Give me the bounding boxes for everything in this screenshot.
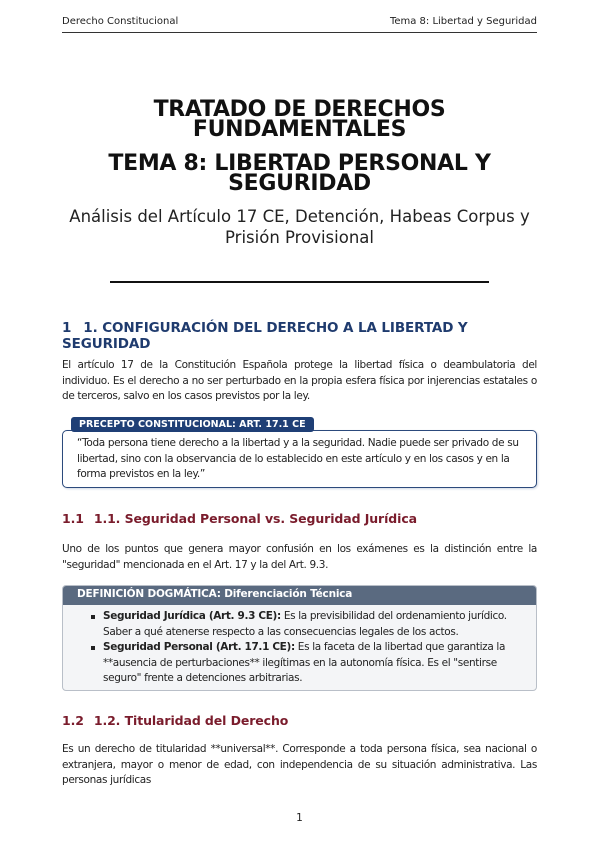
- title-block: [62, 97, 537, 248]
- definition-term: Seguridad Jurídica (Art. 9.3 CE):: [103, 610, 281, 622]
- header-right: Tema 8: Libertad y Seguridad: [389, 16, 537, 27]
- subsection-number: 1.1: [62, 511, 84, 526]
- section-heading-1: [62, 320, 537, 352]
- definition-text: Es la faceta de la libertad que garantiza la **ausencia de perturbaciones** ilegítimas en la autonomía física. Es el "sentirse seguro" frente a detenciones arbitrarias.: [103, 641, 506, 684]
- running-header: [62, 16, 537, 33]
- section-1-paragraph: El artículo 17 de la Constitución Española protege la libertad física o deambulatoria del individuo. Es el derecho a no ser perturbado en la propia esfera física por injerencias estatales o de terceros, salvo en los casos previstos por la ley.: [62, 359, 537, 402]
- subsection-title: 1.1. Seguridad Personal vs. Seguridad Jurídica: [93, 511, 417, 526]
- precept-text: “Toda persona tiene derecho a la libertad y a la seguridad. Nadie puede ser privado de su libertad, sino con la observancia de lo establecido en este artículo y en los casos y en la forma previstos en la ley.”: [77, 437, 519, 480]
- subsection-number: 1.2: [62, 713, 84, 728]
- section-1-2-paragraph: Es un derecho de titularidad **universal**. Corresponde a toda persona física, sea nacional o extranjera, mayor o menor de edad, con independencia de su situación administrativa. Las personas jurídicas: [62, 743, 537, 786]
- section-heading-1-1: [62, 511, 537, 526]
- document-title: TRATADO DE DERECHOS FUNDAMENTALES: [153, 97, 446, 142]
- definition-box: [62, 585, 537, 691]
- section-heading-1-2: [62, 713, 537, 728]
- document-lead: Análisis del Artículo 17 CE, Detención, Habeas Corpus y Prisión Provisional: [69, 207, 530, 247]
- definition-heading: DEFINICIÓN DOGMÁTICA: Diferenciación Técnica: [63, 586, 536, 605]
- precept-tag: PRECEPTO CONSTITUCIONAL: ART. 17.1 CE: [71, 417, 314, 432]
- page-number: 1: [296, 812, 303, 824]
- definition-term: Seguridad Personal (Art. 17.1 CE):: [103, 641, 295, 653]
- section-number: 1: [62, 320, 72, 336]
- definition-list: [63, 609, 536, 687]
- precept-box: [62, 419, 537, 488]
- title-divider: [110, 281, 489, 283]
- definition-item: [103, 609, 524, 640]
- document-subtitle: TEMA 8: LIBERTAD PERSONAL Y SEGURIDAD: [108, 151, 491, 196]
- definition-item: [103, 640, 524, 687]
- section-1-1-paragraph: Uno de los puntos que genera mayor confusión en los exámenes es la distinción entre la "seguridad" mencionada en el Art. 17 y la del Art. 9.3.: [62, 543, 537, 571]
- header-left: Derecho Constitucional: [62, 16, 179, 27]
- subsection-title: 1.2. Titularidad del Derecho: [93, 713, 289, 728]
- definition-text: Es la previsibilidad del ordenamiento jurídico. Saber a qué atenerse respecto a las consecuencias legales de los actos.: [103, 610, 507, 638]
- section-title: 1. CONFIGURACIÓN DEL DERECHO A LA LIBERTAD Y SEGURIDAD: [62, 320, 468, 352]
